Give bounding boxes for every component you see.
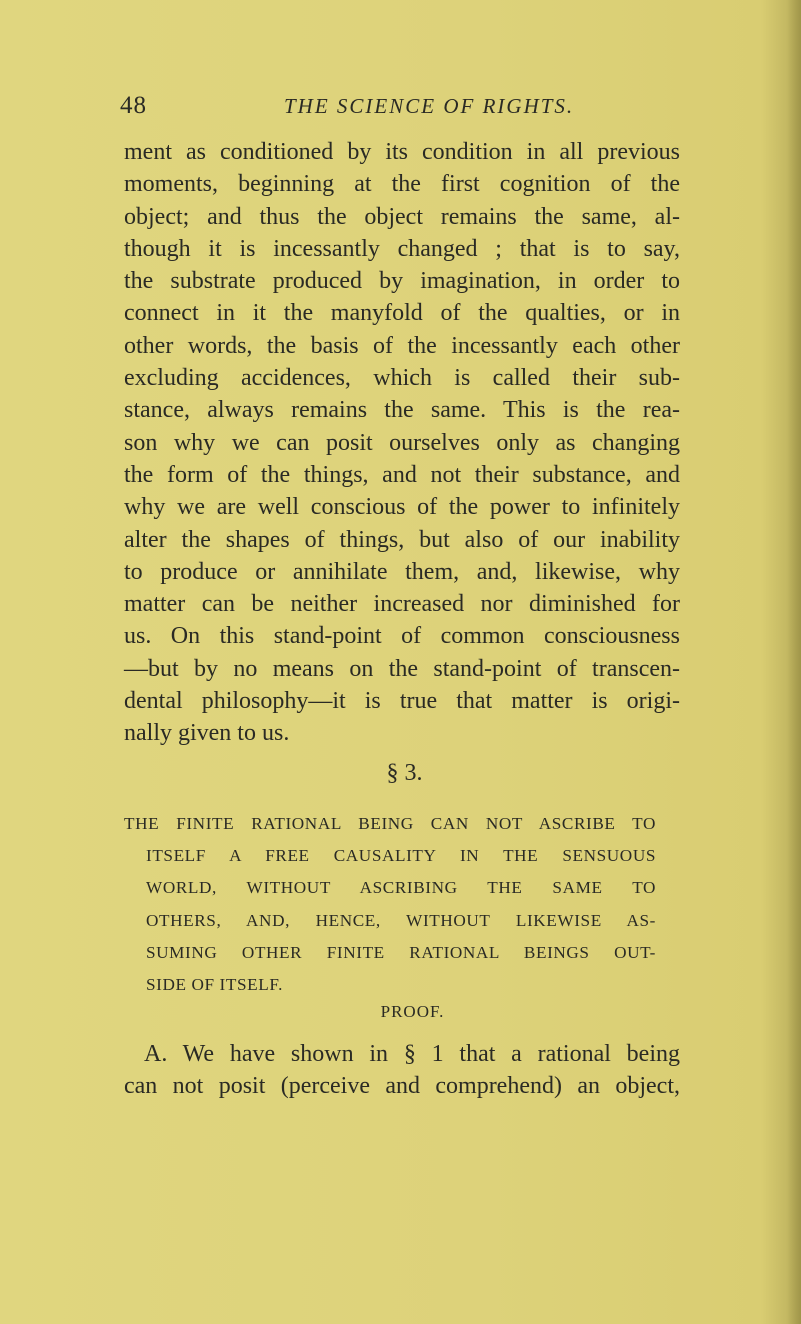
heading-line: ITSELF A FREE CAUSALITY IN THE SENSUOUS [146, 846, 656, 866]
text-line: alter the shapes of things, but also of our inability [124, 526, 680, 553]
text-line: connect in it the manyfold of the qualties, or in [124, 300, 680, 327]
text-line: can not posit (perceive and comprehend) an object, [124, 1073, 680, 1099]
text-line: the form of the things, and not their substance, and [124, 461, 680, 488]
page-number: 48 [120, 92, 147, 119]
text-line: matter can be neither increased nor diminished for [124, 591, 680, 618]
text-line: us. On this stand-point of common consciousness [124, 623, 680, 650]
text-line: excluding accidences, which is called their sub- [124, 365, 680, 392]
text-line: dental philosophy—it is true that matter is origi- [124, 688, 680, 715]
proof-paragraph [124, 1038, 680, 1102]
text-line: why we are well conscious of the power to infinitely [124, 494, 680, 521]
text-line: the substrate produced by imagination, in order to [124, 268, 680, 295]
section-number: § 3. [386, 760, 423, 786]
text-line: stance, always remains the same. This is the rea- [124, 397, 680, 424]
running-head [120, 92, 680, 128]
heading-line: OTHERS, AND, HENCE, WITHOUT LIKEWISE AS- [146, 910, 656, 930]
text-line: A. We have shown in § 1 that a rational being [144, 1041, 680, 1067]
text-line: ment as conditioned by its condition in all previous [124, 139, 680, 165]
section-heading [124, 808, 656, 1001]
page-edge-shadow [787, 0, 801, 1324]
heading-line: WORLD, WITHOUT ASCRIBING THE SAME TO [146, 878, 656, 898]
heading-line: SUMING OTHER FINITE RATIONAL BEINGS OUT- [146, 942, 656, 962]
text-line: son why we can posit ourselves only as changing [124, 429, 680, 456]
text-line: moments, beginning at the first cognition of the [124, 171, 680, 198]
text-line: —but by no means on the stand-point of transcen- [124, 655, 680, 682]
proof-label: PROOF. [380, 1002, 445, 1021]
text-line: object; and thus the object remains the same, al- [124, 203, 680, 230]
text-line: nally given to us. [124, 720, 290, 747]
running-title: THE SCIENCE OF RIGHTS. [284, 94, 575, 118]
heading-line: THE FINITE RATIONAL BEING CAN NOT ASCRIBE TO [124, 814, 656, 833]
body-paragraph [124, 136, 680, 750]
text-line: other words, the basis of the incessantly each other [124, 332, 680, 359]
text-line: though it is incessantly changed ; that is to say, [124, 235, 680, 262]
heading-line: SIDE OF ITSELF. [146, 975, 284, 995]
text-line: to produce or annihilate them, and, likewise, why [124, 558, 680, 585]
